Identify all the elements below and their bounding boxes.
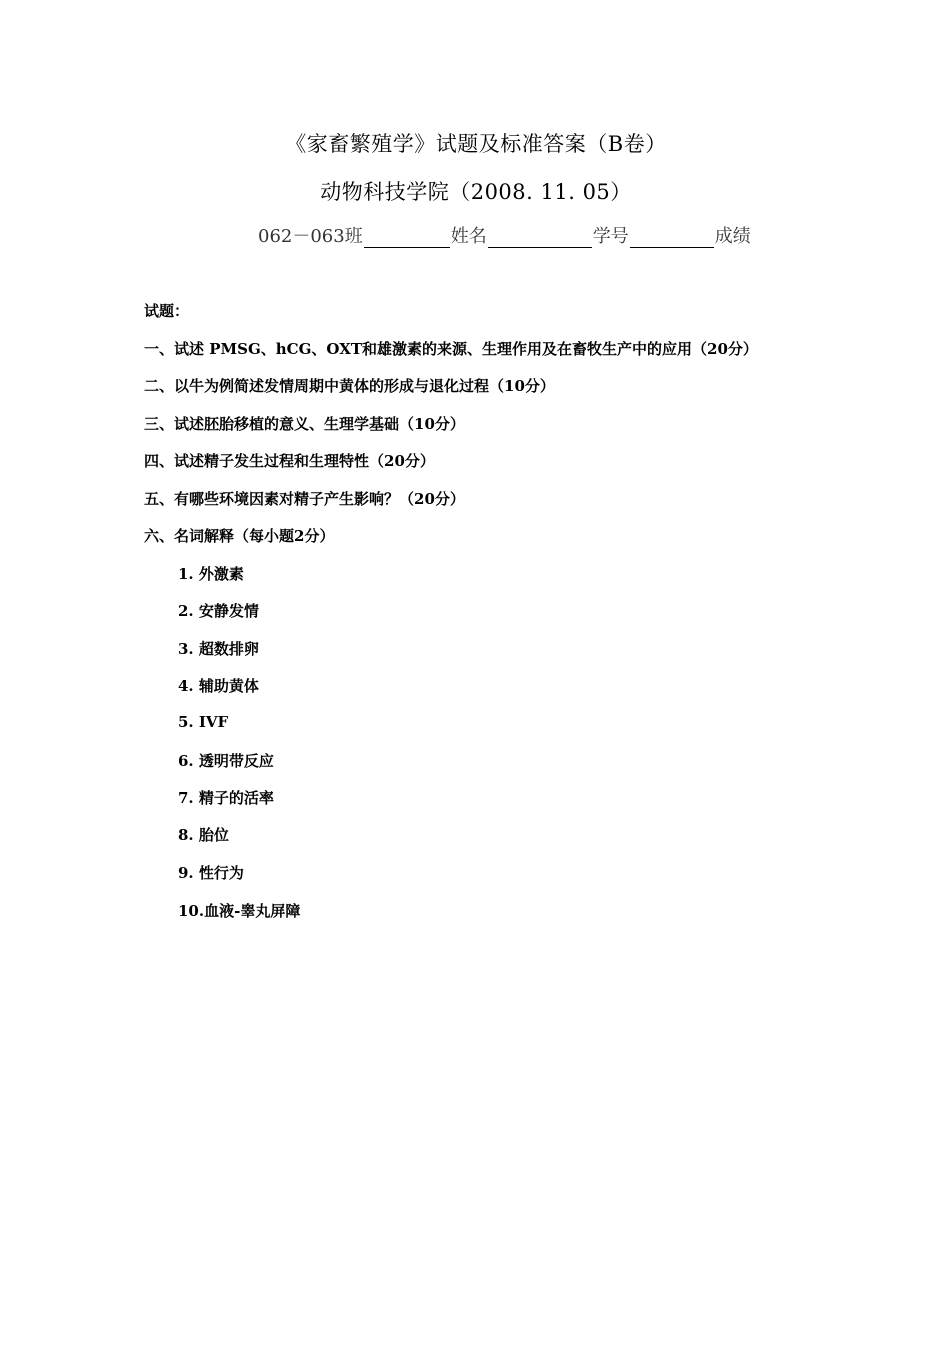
term-item-6: 6. 透明带反应 xyxy=(178,752,274,770)
term-item-7: 7. 精子的活率 xyxy=(178,789,274,807)
exam-subtitle: 动物科技学院（2008. 11. 05） xyxy=(320,180,632,204)
question-1: 一、试述 PMSG、hCG、OXT和雄激素的来源、生理作用及在畜牧生产中的应用（20分） xyxy=(144,340,758,358)
score-label: 成绩 xyxy=(714,226,751,247)
student-info-line xyxy=(258,222,751,248)
class-label: 062－063班 xyxy=(258,226,363,247)
student-id-blank[interactable] xyxy=(630,227,714,248)
question-4: 四、试述精子发生过程和生理特性（20分） xyxy=(144,452,435,470)
term-item-5: 5. IVF xyxy=(178,713,229,731)
question-5: 五、有哪些环境因素对精子产生影响？（20分） xyxy=(144,490,465,508)
name-label: 姓名 xyxy=(450,226,487,247)
student-id-label: 学号 xyxy=(592,226,629,247)
term-item-4: 4. 辅助黄体 xyxy=(178,677,259,695)
term-item-3: 3. 超数排卵 xyxy=(178,640,259,658)
term-item-2: 2. 安静发情 xyxy=(178,602,259,620)
class-blank[interactable] xyxy=(364,227,450,248)
term-item-10: 10.血液-睾丸屏障 xyxy=(178,902,301,920)
term-item-1: 1. 外激素 xyxy=(178,565,244,583)
question-2: 二、以牛为例简述发情周期中黄体的形成与退化过程（10分） xyxy=(144,377,555,395)
name-blank[interactable] xyxy=(488,227,592,248)
term-item-8: 8. 胎位 xyxy=(178,826,229,844)
question-6: 六、名词解释（每小题2分） xyxy=(144,527,335,545)
exam-title: 《家畜繁殖学》试题及标准答案（B卷） xyxy=(285,132,667,156)
question-3: 三、试述胚胎移植的意义、生理学基础（10分） xyxy=(144,415,465,433)
term-item-9: 9. 性行为 xyxy=(178,864,244,882)
questions-heading: 试题： xyxy=(144,302,190,320)
